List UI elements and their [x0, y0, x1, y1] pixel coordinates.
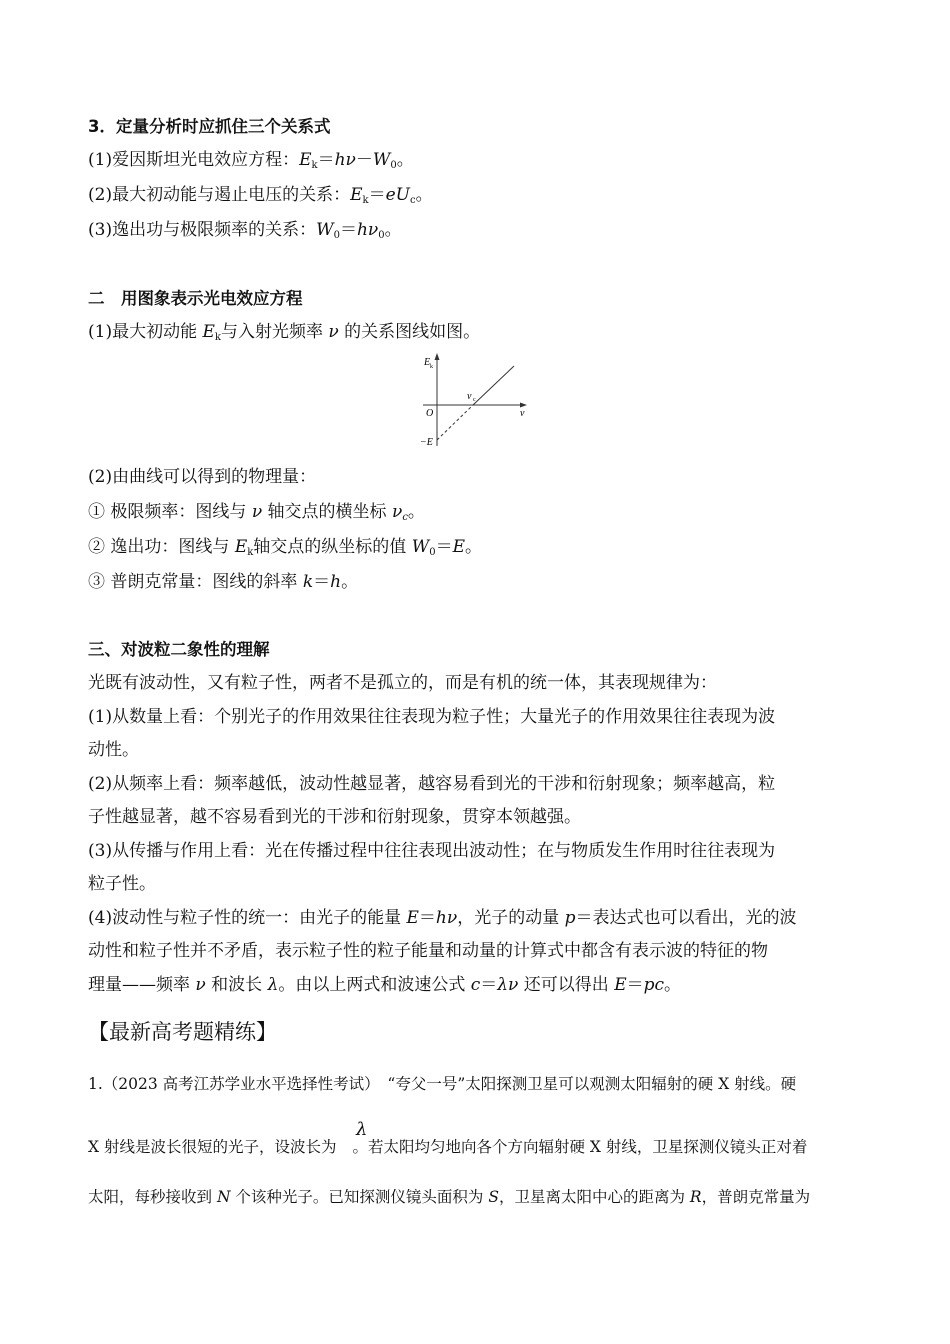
quantity-3: ③ 普朗克常量：图线的斜率 k＝h。 [88, 572, 359, 592]
relation-1: (1)爱因斯坦光电效应方程：$E_k=h\nu-W_0$。 [88, 150, 414, 171]
neg-e-label: −E [420, 437, 433, 448]
graph-quantities-intro: (2)由曲线可以得到的物理量： [88, 467, 317, 487]
graph-line-dashed [437, 405, 473, 440]
graph-line [473, 366, 514, 405]
question-1-line-2: X 射线是波长很短的光子，设波长为 。若太阳均匀地向各个方向辐射硬 X 射线，卫星探测仪镜头正对着 [88, 1138, 808, 1156]
x-arrow [520, 403, 527, 408]
duality-d-2: 动性和粒子性并不矛盾，表示粒子性的粒子能量和动量的计算式中都含有表示波的特征的物 [88, 941, 768, 961]
question-1-line-1: 1.（2023 高考江苏学业水平选择性考试） “夸父一号”太阳探测卫星可以观测太阳辐射的硬 X 射线。硬 [88, 1075, 797, 1093]
y-arrow [435, 353, 440, 360]
duality-a-2: 动性。 [88, 740, 139, 760]
nu-c-label: ν [467, 391, 472, 402]
y-label: E [424, 357, 431, 368]
duality-d-3: 理量——频率 ν 和波长 λ。由以上两式和波速公式 c＝λν 还可以得出 E＝pc。 [88, 975, 682, 995]
relation-3: (3)逸出功与极限频率的关系：$W_0=h\nu_0$。 [88, 220, 402, 241]
duality-c-2: 粒子性。 [88, 874, 156, 894]
duality-intro: 光既有波动性，又有粒子性，两者不是孤立的，而是有机的统一体，其表现规律为： [88, 673, 717, 693]
section-3b-title: 三、对波粒二象性的理解 [88, 640, 270, 659]
section-3-title: 3．定量分析时应抓住三个关系式 [88, 117, 331, 136]
duality-a-1: (1)从数量上看：个别光子的作用效果往往表现为粒子性；大量光子的作用效果往往表现为波 [88, 707, 776, 727]
quantity-1: ① 极限频率：图线与 ν 轴交点的横坐标 $\nu_c$。 [88, 502, 425, 523]
relation-2: (2)最大初动能与遏止电压的关系：$E_k=eU_c$。 [88, 185, 433, 206]
quantity-2: ② 逸出功：图线与 $E_k$轴交点的纵坐标的值 $W_0=E$。 [88, 537, 482, 558]
origin-label: O [426, 408, 434, 419]
duality-b-2: 子性越显著，越不容易看到光的干涉和衍射现象，贯穿本领越强。 [88, 807, 581, 827]
exam-section-title: 【最新高考题精练】 [88, 1020, 277, 1044]
duality-d-1: (4)波动性与粒子性的统一：由光子的能量 E＝hν，光子的动量 p＝表达式也可以看出，光的波 [88, 908, 797, 928]
lambda-symbol: λ [356, 1119, 368, 1140]
section-2-title: 二 用图象表示光电效应方程 [88, 289, 303, 308]
x-label: ν [520, 408, 525, 419]
y-label-sub: k [430, 364, 433, 370]
duality-b-1: (2)从频率上看：频率越低，波动性越显著，越容易看到光的干涉和衍射现象；频率越高，粒 [88, 774, 776, 794]
graph-intro: (1)最大初动能 $E_k$与入射光频率 ν 的关系图线如图。 [88, 322, 481, 343]
ek-nu-graph [415, 350, 535, 450]
duality-c-1: (3)从传播与作用上看：光在传播过程中往往表现出波动性；在与物质发生作用时往往表现为 [88, 841, 776, 861]
nu-c-sub: c [473, 397, 476, 403]
question-1-line-3: 太阳，每秒接收到 N 个该种光子。已知探测仪镜头面积为 S，卫星离太阳中心的距离为 R，普朗克常量为 [88, 1188, 811, 1206]
